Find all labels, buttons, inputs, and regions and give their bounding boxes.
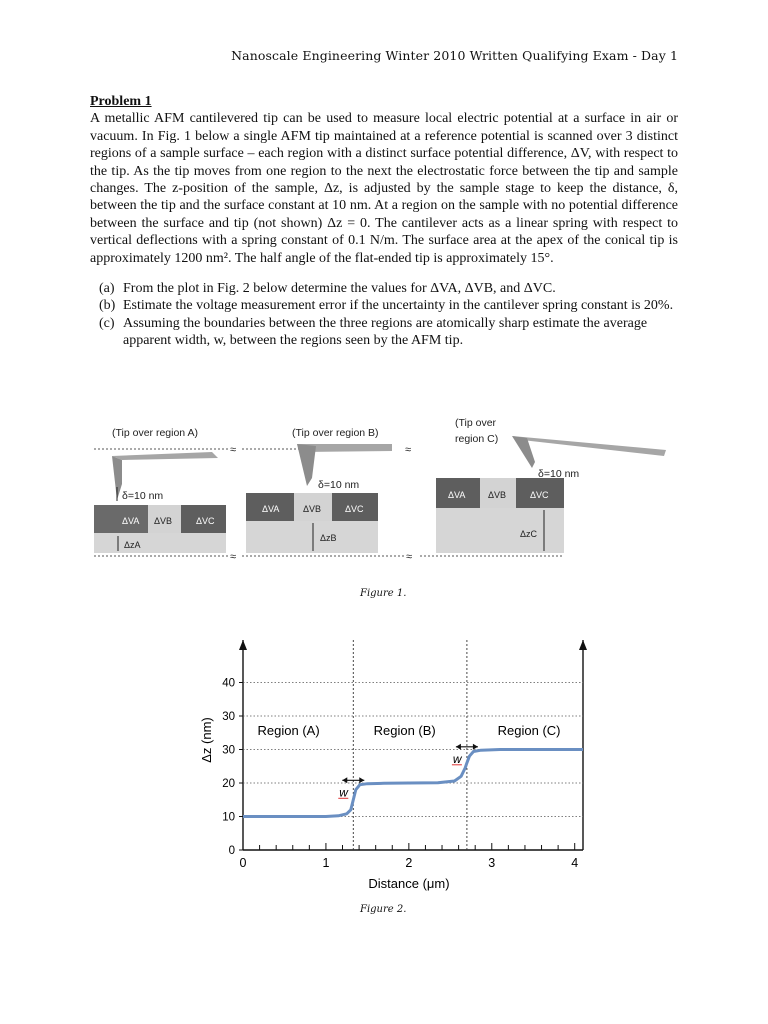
b-label-dvb: ΔVB xyxy=(303,504,322,514)
y-tick-label: 30 xyxy=(222,744,235,757)
x-tick-label: 3 xyxy=(488,856,496,870)
panel-c-title-2: region C) xyxy=(455,433,499,445)
c-label-dvc: ΔVC xyxy=(530,490,549,500)
part-a-mark: (a) xyxy=(99,281,115,297)
delta-c-label: δ=10 nm xyxy=(538,468,580,480)
approx-bottom-1: ≈ xyxy=(230,551,237,563)
c-label-dva: ΔVA xyxy=(448,490,466,500)
delta-a-label: δ=10 nm xyxy=(122,490,164,502)
dz-c-label: ΔzC xyxy=(520,529,538,539)
approx-top-2: ≈ xyxy=(405,444,412,456)
part-b-text: Estimate the voltage measurement error if the uncertainty in the cantilever spring constant is 20%. xyxy=(123,298,674,314)
region-label: Region (B) xyxy=(373,723,436,738)
w-arrow-left xyxy=(456,744,461,750)
problem-intro: A metallic AFM cantilevered tip can be used to measure local electric potential at a surface in air or vacuum. In Fig. 1 below a single AFM tip maintained at a reference potential is scanned over 3 distinct regions of a sample surface – each region with a distinct surface potential difference, ΔV, with respect to the tip. As the tip moves from one region to the next the electrostatic force between the tip and sample changes. The z-position of the sample, Δz, is adjusted by the sample stage to keep the distance, δ, between the tip and the surface constant at 10 nm. At a region on the sample with no potential difference between the surface and tip (not shown) Δz = 0. The cantilever acts as a linear spring with respect to vertical deflections with a spring constant of 0.1 N/m. The surface area at the apex of the conical tip is approximately 1200 nm². The half angle of the flat-ended tip is approximately 15°. xyxy=(90,111,678,266)
region-label: Region (A) xyxy=(257,723,320,738)
w-arrow-left xyxy=(342,777,347,783)
y-tick-label: 30 xyxy=(222,711,235,723)
panel-a-title: (Tip over region A) xyxy=(112,427,198,439)
x-tick-label: 4 xyxy=(571,856,579,870)
a-label-dvc: ΔVC xyxy=(196,516,215,526)
figure-2-caption: Figure 2. xyxy=(360,904,407,915)
w-arrow-right xyxy=(359,777,364,783)
data-curve xyxy=(243,750,583,817)
y-axis-arrowhead xyxy=(239,640,247,650)
figure-1-caption: Figure 1. xyxy=(360,588,407,599)
a-label-dva: ΔVA xyxy=(122,516,140,526)
x-axis-label: Distance (μm) xyxy=(368,876,450,891)
x-tick-label: 1 xyxy=(322,856,330,870)
right-axis-arrowhead xyxy=(579,640,587,650)
panel-b-title: (Tip over region B) xyxy=(292,427,379,439)
dz-b-label: ΔzB xyxy=(320,533,337,543)
a-label-dvb: ΔVB xyxy=(154,516,173,526)
part-b-mark: (b) xyxy=(99,298,116,314)
region-label: Region (C) xyxy=(497,723,561,738)
y-tick-label: 40 xyxy=(222,677,235,690)
part-c-mark: (c) xyxy=(99,315,115,331)
b-label-dva: ΔVA xyxy=(262,504,280,514)
approx-top-1: ≈ xyxy=(230,444,237,456)
x-tick-label: 0 xyxy=(239,856,247,870)
delta-b-label: δ=10 nm xyxy=(318,479,360,491)
y-axis-label: Δz (nm) xyxy=(199,717,214,763)
approx-bottom-2: ≈ xyxy=(406,551,413,563)
c-label-dvb: ΔVB xyxy=(488,490,507,500)
y-tick-label: 20 xyxy=(222,778,235,790)
w-label: w xyxy=(452,751,462,766)
part-c-text: Assuming the boundaries between the three regions are atomically sharp estimate the average apparent width, w, between the regions seen by the AFM tip. xyxy=(123,315,648,349)
y-tick-label: 0 xyxy=(228,845,235,857)
part-a-text: From the plot in Fig. 2 below determine the values for ΔVA, ΔVB, and ΔVC. xyxy=(123,281,556,297)
problem-title: Problem 1 xyxy=(90,94,152,109)
b-label-dvc: ΔVC xyxy=(345,504,364,514)
dz-a-label: ΔzA xyxy=(124,540,141,550)
page-header: Nanoscale Engineering Winter 2010 Written Qualifying Exam - Day 1 xyxy=(231,48,678,63)
panel-c-title-1: (Tip over xyxy=(455,417,497,429)
w-arrow-right xyxy=(473,744,478,750)
x-tick-label: 2 xyxy=(405,856,413,870)
y-tick-label: 10 xyxy=(222,811,235,824)
w-label: w xyxy=(339,785,348,800)
